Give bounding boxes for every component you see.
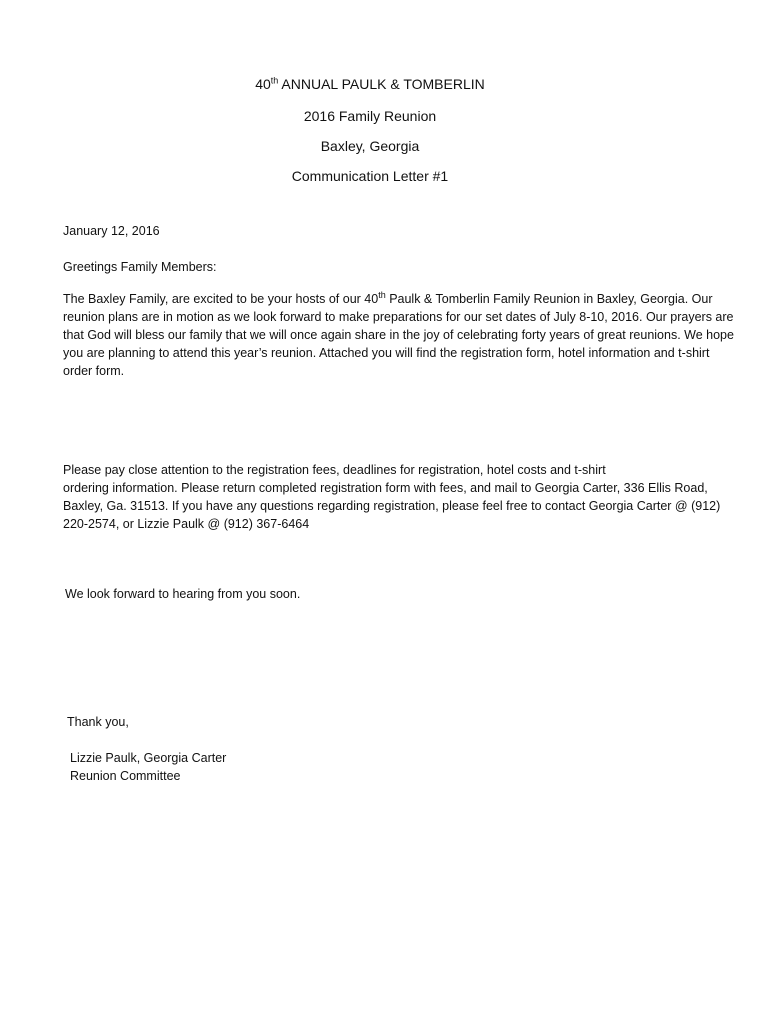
title-ordinal-suffix: th [270,75,279,86]
paragraph-registration-line: Please pay close attention to the registration fees, deadlines for registration, hotel costs and t-shirt [63,463,606,477]
location-heading: Baxley, Georgia [320,138,420,154]
intro-text-end: Paulk & Tomberlin Family Reunion in Baxley, Georgia. Our [385,292,713,306]
paragraph-intro-line: reunion plans are in motion as we look forward to make preparations for our set dates of July 8-10, 2016. Our prayers are [63,310,734,324]
greeting: Greetings Family Members: [63,260,217,274]
paragraph-intro-line: order form. [63,364,125,378]
signature-committee: Reunion Committee [70,769,181,783]
closing-line: We look forward to hearing from you soon. [65,587,301,601]
title-text: ANNUAL PAULK & TOMBERLIN [278,76,485,92]
title-number: 40 [255,76,271,92]
paragraph-registration-line: Baxley, Ga. 31513. If you have any questions regarding registration, please feel free to contact Georgia Carter @ (912) [63,499,721,513]
communication-letter-heading: Communication Letter #1 [291,168,449,184]
letter-date: January 12, 2016 [63,224,160,238]
signature-names: Lizzie Paulk, Georgia Carter [70,751,227,765]
paragraph-intro-line [63,290,743,308]
intro-text-start: The Baxley Family, are excited to be your hosts of our [63,292,365,306]
intro-ordinal-suffix: th [378,289,386,300]
paragraph-registration-line: ordering information. Please return completed registration form with fees, and mail to Georgia Carter, 336 Ellis Road, [63,481,708,495]
reunion-year-heading: 2016 Family Reunion [303,108,437,124]
letter-title [0,76,740,92]
paragraph-registration [63,461,743,533]
paragraph-intro [63,290,743,380]
paragraph-registration-line: 220-2574, or Lizzie Paulk @ (912) 367-6464 [63,517,310,531]
paragraph-intro-line: that God will bless our family that we will once again share in the joy of celebrating forty years of great reunions. We hope [63,328,734,342]
signoff: Thank you, [67,715,129,729]
intro-number: 40 [364,292,379,306]
paragraph-intro-line: you are planning to attend this year’s reunion. Attached you will find the registration form, hotel information and t-shirt [63,346,710,360]
